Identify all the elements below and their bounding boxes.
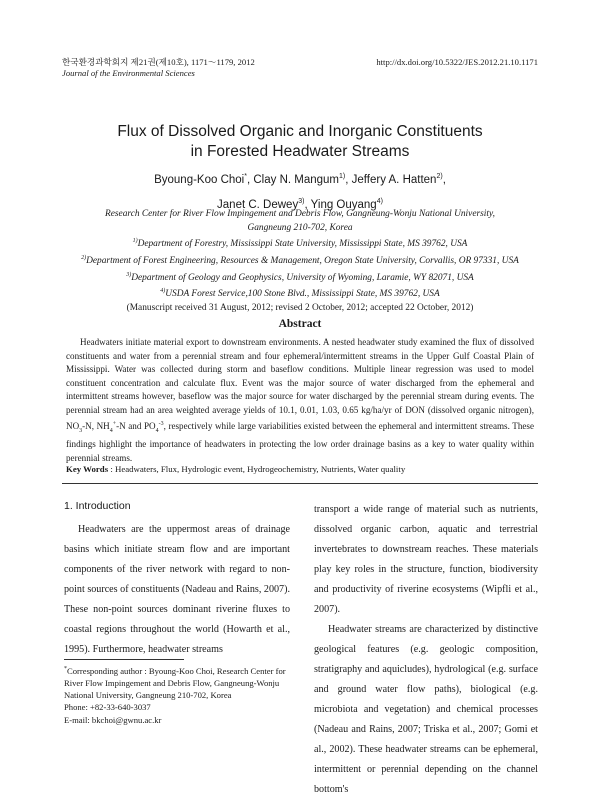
left-column <box>64 500 290 660</box>
footnote-author-line <box>64 663 290 701</box>
affiliation-item <box>62 252 538 269</box>
superscript: -3 <box>158 420 164 427</box>
affiliation-text: USDA Forest Service,100 Stone Blvd., Mississippi State, MS 39762, USA <box>165 289 440 300</box>
doi-link[interactable]: http://dx.doi.org/10.5322/JES.2012.21.10.1171 <box>376 57 538 67</box>
main-affiliation-line-2: Gangneung 210-702, Korea <box>247 222 353 233</box>
affiliation-item <box>62 235 538 252</box>
abstract-text: Headwaters initiate material export to downstream environments. A nested headwater study examined the flux of dissolved constituents and water from a perennial stream and four ephemeral/intermittent streams in the Upper Gulf Coastal Plain of Mississippi. Water was collected during storm and baseflow conditions. Multiple linear regression was used to model constituent concentration and calculate flux. Event was the major source of water discharged from the ephemeral and intermittent streams however, baseflow was the major source for water discharged by the perennial stream during events. The perennial stream had an area weighted average yields of 10.1, 0.01, 1.03, 0.65 kg/ha/yr of DON (dissolved organic nitrogen), NO <box>66 337 534 431</box>
footnote-email[interactable]: E-mail: bkchoi@gwnu.ac.kr <box>64 714 162 725</box>
intro-paragraph-2: Headwater streams are characterized by distinctive geological features (e.g. geologic composition, stratigraphy and aquicludes), hydrological (e.g. surface and ground water flow paths), biological (e.g. microbiota and vegetation) and chemical processes (Nadeau and Rains, 2007; Triska et al., 2007; Gomi et al., 2002). These headwater streams can be ephemeral, intermittent or perennial depending on the channel bottom's <box>314 624 538 795</box>
author-line-1: Byoung-Koo Choi*, Clay N. Mangum$^{1)}$, Jeffery A. Hatten$^{2)}$, <box>154 173 446 186</box>
author-mark: * <box>244 173 247 180</box>
abstract-body <box>66 336 534 465</box>
abstract-text: -N, NH <box>82 420 110 431</box>
author-mark: 4) <box>376 197 383 205</box>
keywords-list: : Headwaters, Flux, Hydrologic event, Hydrogeochemistry, Nutrients, Water quality <box>108 464 406 474</box>
subscript: 3 <box>79 427 83 434</box>
author-mark: 3) <box>298 197 305 205</box>
footnote-phone: Phone: +82-33-640-3037 <box>64 702 151 713</box>
manuscript-dates: (Manuscript received 31 August, 2012; revised 2 October, 2012; accepted 22 October, 2012) <box>126 303 474 314</box>
affiliation-text: Department of Geology and Geophysics, University of Wyoming, Laramie, WY 82071, USA <box>131 272 474 283</box>
title-line-2: in Forested Headwater Streams <box>190 143 410 160</box>
keywords <box>66 464 534 474</box>
author-name: Byoung-Koo Choi <box>154 173 245 186</box>
affiliation-item <box>62 269 538 286</box>
superscript: + <box>112 420 117 427</box>
subscript: 4 <box>109 427 113 434</box>
affiliation-text: Department of Forest Engineering, Resources & Management, Oregon State University, Corvallis, OR 97331, USA <box>86 256 519 267</box>
journal-name: Journal of the Environmental Sciences <box>62 68 195 78</box>
affiliation-mark: 2) <box>81 254 87 261</box>
author-mark: 1) <box>339 173 346 180</box>
affiliation-text: Department of Forestry, Mississippi State University, Mississippi State, MS 39762, USA <box>137 239 468 250</box>
section-divider <box>62 483 538 484</box>
abstract-text: -N and PO <box>116 420 156 431</box>
footnote-mark: * <box>64 666 67 672</box>
paper-title <box>60 122 540 162</box>
introduction-heading: 1. Introduction <box>64 500 131 512</box>
affiliation-mark: 4) <box>160 288 166 295</box>
footnote-divider <box>64 659 184 660</box>
author-line-2: Janet C. Dewey$^{3)}$, Ying Ouyang$^{4)}$ <box>217 197 383 211</box>
subscript: 4 <box>155 427 159 434</box>
right-column <box>314 500 538 800</box>
abstract-heading: Abstract <box>278 318 322 330</box>
author-name: Clay N. Mangum <box>253 173 340 186</box>
author-name: Janet C. Dewey <box>217 198 299 211</box>
keywords-label: Key Words <box>66 464 109 474</box>
affiliation-item <box>62 285 538 302</box>
citation-line: 한국환경과학회지 제21권(제10호), 1171～1179, 2012 <box>62 57 255 67</box>
intro-paragraph-continued: transport a wide range of material such as nutrients, dissolved organic carbon, aquatic and terrestrial invertebrates to downstream reaches. These materials play key roles in the structure, function, biodiversity and productivity of riverine ecosystems (Wipfli et al., 2007). <box>314 504 538 615</box>
running-header <box>62 57 255 79</box>
author-mark: 2) <box>436 173 443 180</box>
main-affiliation-line-1: Research Center for River Flow Impingement and Debris Flow, Gangneung-Wonju National University, <box>105 209 495 219</box>
corresponding-author-footnote <box>64 663 290 726</box>
affiliation-mark: 3) <box>126 271 132 278</box>
abstract-text: , respectively while large variabilities existed between the ephemeral and intermittent streams. These findings highlight the importance of headwaters in protecting the low order drainage basins as a key to water quality within perennial streams. <box>66 420 534 463</box>
affiliation-mark: 1) <box>132 238 138 245</box>
author-name: Ying Ouyang <box>310 198 377 211</box>
intro-paragraph-1: Headwaters are the uppermost areas of drainage basins which initiate stream flow and are important components of the river network with regard to non-point sources of constituents (Nadeau and Rains, 2007). These non-point sources dominant riverine fluxes to coastal regions throughout the world (Howarth et al., 1995). Furthermore, headwater streams <box>64 524 290 655</box>
footnote-text: Corresponding author : Byoung-Koo Choi, Research Center for River Flow Impingement and Debris Flow, Gangneung-Wonju National University, Gangneung 210-702, Korea <box>64 665 286 701</box>
title-line-1: Flux of Dissolved Organic and Inorganic Constituents <box>117 123 483 140</box>
author-name: Jeffery A. Hatten <box>351 173 437 186</box>
affiliations <box>62 208 538 316</box>
